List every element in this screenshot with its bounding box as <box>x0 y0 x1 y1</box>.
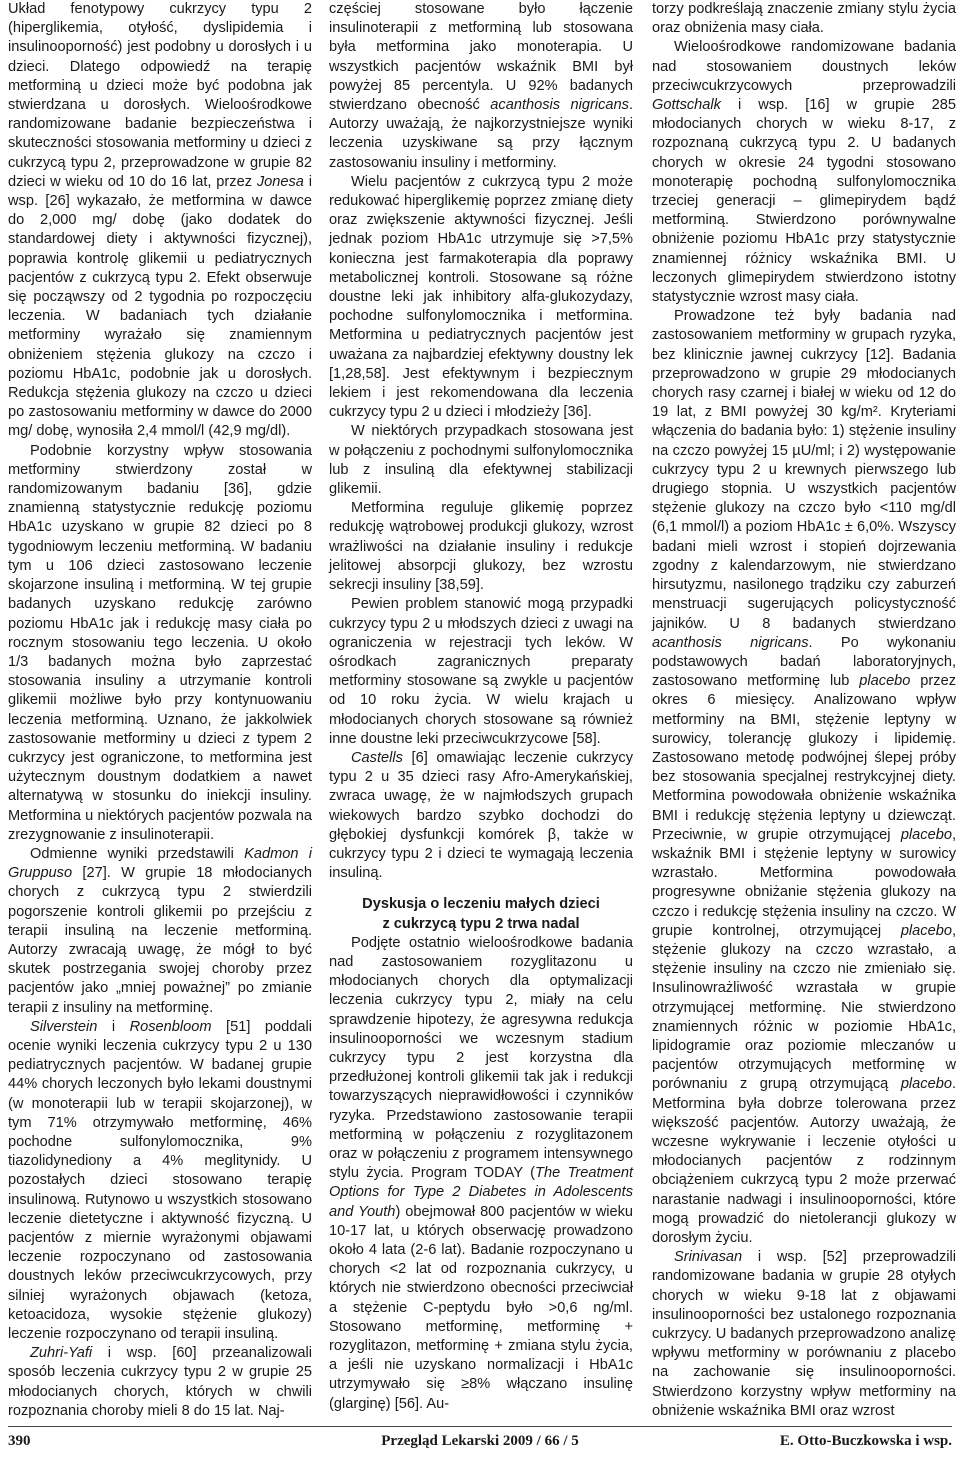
paragraph: Metformina reguluje glikemię poprzez redukcję wątrobowej produkcji glukozy, wzrost wrażliwości na działanie insuliny i redukcje jelitowej absorpcji glukozy, bez wzrostu sekrecji insuliny [38,59]. <box>329 500 633 594</box>
paragraph: Prowadzone też były badania nad zastosowaniem metforminy w grupach ryzyka, bez klinicznie jawnej cukrzycy [12]. Badania przeprowadzono w grupie 29 młodocianych chorych rasy czarnej i białej w wieku od 12 do 19 lat, z BMI powyżej 30 kg/m². Kryteriami włączenia do badania było: 1) stężenie insuliny na czczo powyżej 15 µU/ml; i 2) występowanie cukrzycy typu 2 u krewnych pierwszego lub drugiego stopnia. U wszystkich pacjentów stężenie glukozy na czczo było <110 mg/dl (6,1 mmol/l) a poziom HbA1c ± 6,0%. Wszyscy badani mieli wzrost i stopień dojrzewania zgodny z kalendarzowym, nie stwierdzano hirsutyzmu, nasilonego trądziku czy zaburzeń menstruacji sugerujących policystyczność jajników. U 8 badanych stwierdzano acanthosis nigricans. Po wykonaniu podstawowych badań laboratoryjnych, zastosowano metforminę lub placebo przez okres 6 miesięcy. Analizowano wpływ metforminy na BMI, stężenie leptyny w surowicy, tolerancję glukozy i lipidemię. Zastosowano metodę podwójnej ślepej próby bez stosowania specjalnej restrykcyjnej diety. Metformina powodowała obniżenie wskaźnika BMI i redukcję stężenia leptyny u dziewcząt. Przeciwnie, w grupie otrzymującej placebo, wskaźnik BMI i stężenie leptyny w surowicy wzrastało. Metformina powodowała progresywne obniżanie stężenia glukozy na czczo i redukcję stężenia insuliny na czczo. W grupie kontrolnej, otrzymującej placebo, stężenie glukozy na czczo wzrastało, a stężenie insuliny na czczo nie zmieniało się. Insulinowrażliwość wzrastała w grupie otrzymującej metforminę. Nie stwierdzono znamiennych różnic w poziomie HbA1c, lipidogramie oraz poziomie mleczanów u pacjentów otrzymujących metforminę w porównaniu z grupą otrzymującą placebo. Metformina była dobrze tolerowana przez większość pacjentów. Autorzy uważają, że wczesne wykrywanie i leczenie otyłości u młodocianych pacjentów z rodzinnym obciążeniem cukrzycą typu 2 może przerwać narastanie nadwagi i insulinooporności, które mogą prowadzić do nietolerancji glukozy w dorosłym życiu. <box>652 308 956 1246</box>
paragraph: Silverstein i Rosenbloom [51] poddali ocenie wyniki leczenia cukrzycy typu 2 u 130 pediatrycznych pacjentów. W badanej grupie 44% chorych leczonych było lekami doustnymi (w monoterapii lub w terapii skojarzonej), w tym 71% otrzymywało metforminę, 46% pochodne sulfonylomocznika, 9% tiazolidynediony a 4% meglitynidy. U pozostałych dzieci stosowano terapię insulinową. Rutynowo u wszystkich stosowano leczenie dietetyczne i aktywność fizyczną. U pacjentów z miernie wyrażonymi objawami leczenie rozpoczynano od zastosowania doustnych leków przeciwcukrzycowych, przy silniej wyrażonych objawach (ketoza, ketoacidoza, wysokie stężenie glukozy) leczenie rozpoczynano od terapii insuliną. <box>8 1018 312 1343</box>
paragraph: W niektórych przypadkach stosowana jest w połączeniu z pochodnymi sulfonylomocznika lub z insuliną dla efektywnej stabilizacji glikemii. <box>329 423 633 498</box>
paragraph: Podjęte ostatnio wieloośrodkowe badania nad zastosowaniem rozyglitazonu u młodocianych chorych dla optymalizacji leczenia cukrzycy typu 2, miały na celu sprawdzenie hipotezy, że agresywna redukcja insulinooporności we wczesnym stadium cukrzycy typu 2 jest korzystna dla przedłużonej kontroli glikemii tak jak i redukcji towarzyszących nieprawidłowości i czynników ryzyka. Przedstawiono zastosowanie terapii metforminą w połączeniu z rozyglitazonem oraz w połączeniu z programem intensywnego stylu życia. Program TODAY (The Treatment Options for Type 2 Diabetes in Adolescents and Youth) obejmował 800 pacjentów w wieku 10-17 lat, u których obserwację prowadzono około 4 lata (2-6 lat). Badanie rozpoczynano u chorych <2 lat od rozpoznania cukrzycy, u których nie stwierdzono obecności przeciwciał a stężenie C-peptydu było >0,6 ng/ml. Stosowano metforminę, metforminę + rozyglitazon, metforminę + zmiana stylu życia, a jeśli nie uzyskano normalizacji i HbA1c utrzymywało się ≥8% włączano insulinę (glarginę) [56]. Au- <box>329 934 633 1412</box>
section-heading: Dyskusja o leczeniu małych dzieci z cukrzycą typu 2 trwa nadal <box>362 896 600 932</box>
text-column-3 <box>652 0 956 1419</box>
text-column-2 <box>329 0 634 1412</box>
paragraph: Castells [6] omawiając leczenie cukrzycy typu 2 u 35 dzieci rasy Afro-Amerykańskiej, zwraca uwagę, że w najmłodszych grupach wiekowych bardzo szybko dochodzi do głębokiej dysfunkcji komórek β, także w cukrzycy typu 2 i dzieci te wymagają leczenia insuliną. <box>329 749 633 882</box>
paragraph: Pewien problem stanowić mogą przypadki cukrzycy typu 2 u młodszych dzieci z uwagi na ograniczenia w rejestracji tych leków. W ośrodkach zagranicznych preparaty metforminy stosowane są zwykle u pacjentów od 10 roku życia. W wielu krajach u młodocianych chorych stosowane są również inne doustne leki przeciwcukrzycowe [58]. <box>329 596 633 747</box>
paragraph: Odmienne wyniki przedstawili Kadmon i Gruppuso [27]. W grupie 18 młodocianych chorych z cukrzycą typu 2 stwierdzili pogorszenie kontroli glikemii po przejściu z terapii insuliną na leczenie metforminą. Autorzy zwracają uwagę, że mógł to być skutek postrzegania swojej choroby przez pacjentów jako „mniej poważnej” po zmianie terapii z insuliny na metforminę. <box>8 845 312 1016</box>
page-footer <box>8 1433 952 1455</box>
page-number: 390 <box>8 1433 31 1449</box>
text-column-1 <box>8 0 312 1419</box>
journal-name: Przegląd Lekarski 2009 / 66 / 5 <box>381 1433 579 1449</box>
paragraph: Układ fenotypowy cukrzycy typu 2 (hiperglikemia, otyłość, dyslipidemia i insulinooporność) jest podobny u dorosłych i u dzieci. Dlatego odpowiedź na terapię metforminą u dzieci może być podobna jak stwierdzana u dorosłych. Wieloośrodkowe randomizowane badanie bezpieczeństwa i skuteczności stosowania metforminy u dzieci z cukrzycą typu 2, przeprowadzone w grupie 82 dzieci w wieku od 10 do 16 lat, przez Jonesa i wsp. [26] wykazało, że metformina w dawce do 2,000 mg/ dobę (jako dodatek do standardowej diety i aktywności fizycznej), poprawia kontrolę glikemii u pediatrycznych pacjentów z cukrzycą typu 2. Efekt obserwuje się począwszy od 2 tygodnia po rozpoczęciu leczenia. W badaniach tych działanie metforminy wyrażało się znamiennym obniżeniem stężenia glukozy na czczo i poziomu HbA1c, podobnie jak u dorosłych. Redukcja stężenia glukozy na czczo u dzieci po zastosowaniu metforminy w dawce do 2000 mg/ dobę, wynosiła 2,4 mmol/l (42,9 mg/dl). <box>8 1 312 440</box>
footer-divider <box>8 1426 952 1427</box>
paragraph: Zuhri-Yafi i wsp. [60] przeanalizowali sposób leczenia cukrzycy typu 2 w grupie 25 młodocianych chorych, których w chwili rozpoznania choroby mieli 8 do 15 lat. Naj- <box>8 1345 312 1419</box>
paragraph: torzy podkreślają znaczenie zmiany stylu życia oraz obniżenia masy ciała. <box>652 1 956 37</box>
paragraph: Podobnie korzystny wpływ stosowania metforminy stwierdzony został w randomizowanym badaniu [36], gdzie znamienną statystycznie redukcję poziomu HbA1c uzyskano w grupie 82 dzieci po 8 tygodniowym leczeniu metforminą. W badaniu tym u 106 dzieci zastosowano leczenie skojarzone insuliną i metforminą. W tej grupie badanych uzyskano redukcję zarówno poziomu HbA1c jak i redukcję masy ciała po rocznym stosowaniu tego leczenia. U około 1/3 badanych można było zaprzestać stosowania insuliny a utrzymanie kontroli glikemii możliwe było przy kontynuowaniu leczenia metforminą. Uznano, że jakkolwiek zastosowanie metforminy u dzieci z typem 2 cukrzycy jest ograniczone, to metformina jest użytecznym doustnym dodatkiem a nawet alternatywą w stosunku do iniekcji insuliny. Metformina u niektórych pacjentów pozwala na zrezygnowanie z insulinoterapii. <box>8 442 312 843</box>
paragraph: częściej stosowane było łączenie insulinoterapii z metforminą lub stosowana była metformina jako monoterapia. U wszystkich pacjentów wskaźnik BMI był powyżej 85 percentyla. U 92% badanych stwierdzano obecność acanthosis nigricans. Autorzy uważają, że najkorzystniejsze wyniki leczenia uzyskiwane są przy łącznym zastosowaniu insuliny i metforminy. <box>329 1 634 171</box>
running-author: E. Otto-Buczkowska i wsp. <box>779 1433 952 1449</box>
paragraph: Wieloośrodkowe randomizowane badania nad stosowaniem doustnych leków przeciwcukrzycowych przeprowadzili Gottschalk i wsp. [16] w grupie 285 młodocianych chorych w wieku 8-17, z rozpoznaną cukrzycą typu 2. U badanych chorych w okresie 24 tygodni stosowano monoterapię pochodną sulfonylomocznika trzeciej generacji – glimepirydem bądź metforminą. Stwierdzono porównywalne obniżenie poziomu HbA1c przy statystycznie znamiennej różnicy wskaźnika BMI. U leczonych glimepirydem stwierdzono istotny statystycznie wzrost masy ciała. <box>652 39 956 306</box>
paragraph: Wielu pacjentów z cukrzycą typu 2 może redukować hiperglikemię poprzez zmianę diety oraz zwiększenie aktywności fizycznej. Jeśli jednak poziom HbA1c utrzymuje się >7,5% konieczna jest farmakoterapia dla poprawy metabolicznej kontroli. Stosowane są różne doustne leki jak inhibitory alfa-glukozydazy, pochodne sulfonylomocznika i metformina. Metformina u pediatrycznych pacjentów jest uważana za najbardziej efektywny doustny lek [1,28,58]. Jest efektywnym i bezpiecznym lekiem i jest rekomendowana dla leczenia cukrzycy typu 2 u dzieci i młodzieży [36]. <box>329 173 633 421</box>
paragraph: Srinivasan i wsp. [52] przeprowadzili randomizowane badania w grupie 28 otyłych chorych w wieku 9-18 lat z objawami insulinooporności bez ustalonego rozpoznania cukrzycy. U badanych przeprowadzono analizę wpływu metforminy w porównaniu z placebo na zachowanie się insulinooporności. Stwierdzono korzystny wpływ metforminy na obniżenie wskaźnika BMI oraz wzrost <box>652 1249 956 1419</box>
